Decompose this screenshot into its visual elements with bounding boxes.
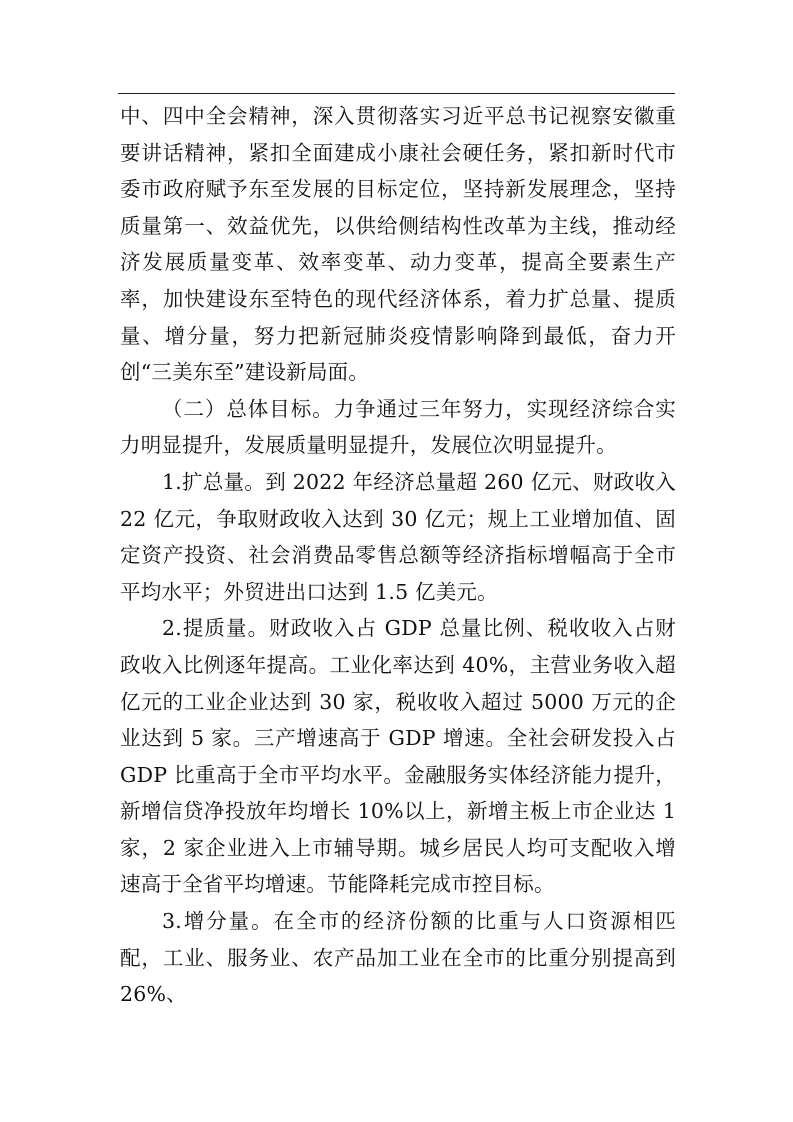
- paragraph-expand-total: [120, 464, 676, 610]
- paragraph-text: 中、四中全会精神，深入贯彻落实习近平总书记视察安徽重要讲话精神，紧扣全面建成小康社会硬任务，紧扣新时代市委市政府赋予东至发展的目标定位，坚持新发展理念，坚持质量第一、效益优先，以供给侧结构性改革为主线，推动经济发展质量变革、效率变革、动力变革，提高全要素生产率，加快建设东至特色的现代经济体系，着力扩总量、提质量、增分量，努力把新冠肺炎疫情影响降到最低，奋力开创“三美东至”建设新局面。: [120, 104, 676, 385]
- paragraph-continuation: [120, 98, 676, 391]
- top-rule: [118, 93, 675, 94]
- paragraph-text: 力争通过三年努力，实现经济综合实力明显提升，发展质量明显提升，发展位次明显提升。: [120, 396, 676, 458]
- paragraph-improve-quality: [120, 610, 676, 903]
- paragraph-increase-share: [120, 903, 676, 1013]
- paragraph-text: 2.提质量。财政收入占 GDP 总量比例、税收收入占财政收入比例逐年提高。工业化率达到 40%，主营业务收入超亿元的工业企业达到 30 家，税收收入超过 5000 万元的企业达到 5 家。三产增速高于 GDP 增速。全社会研发投入占 GDP 比重高于全市平均水平。金融服务实体经济能力提升，新增信贷净投放年均增长 10%以上，新增主板上市企业达 1 家，2 家企业进入上市辅导期。城乡居民人均可支配收入增速高于全省平均增速。节能降耗完成市控目标。: [120, 616, 676, 897]
- document-body: [120, 98, 676, 1013]
- paragraph-overall-goal: [120, 391, 676, 464]
- section-heading: （二）总体目标。: [162, 396, 334, 421]
- paragraph-text: 3.增分量。在全市的经济份额的比重与人口资源相匹配，工业、服务业、农产品加工业在全市的比重分别提高到 26%、: [120, 909, 676, 1007]
- paragraph-text: 1.扩总量。到 2022 年经济总量超 260 亿元、财政收入 22 亿元，争取财政收入达到 30 亿元；规上工业增加值、固定资产投资、社会消费品零售总额等经济指标增幅高于全市平均水平；外贸进出口达到 1.5 亿美元。: [120, 469, 676, 604]
